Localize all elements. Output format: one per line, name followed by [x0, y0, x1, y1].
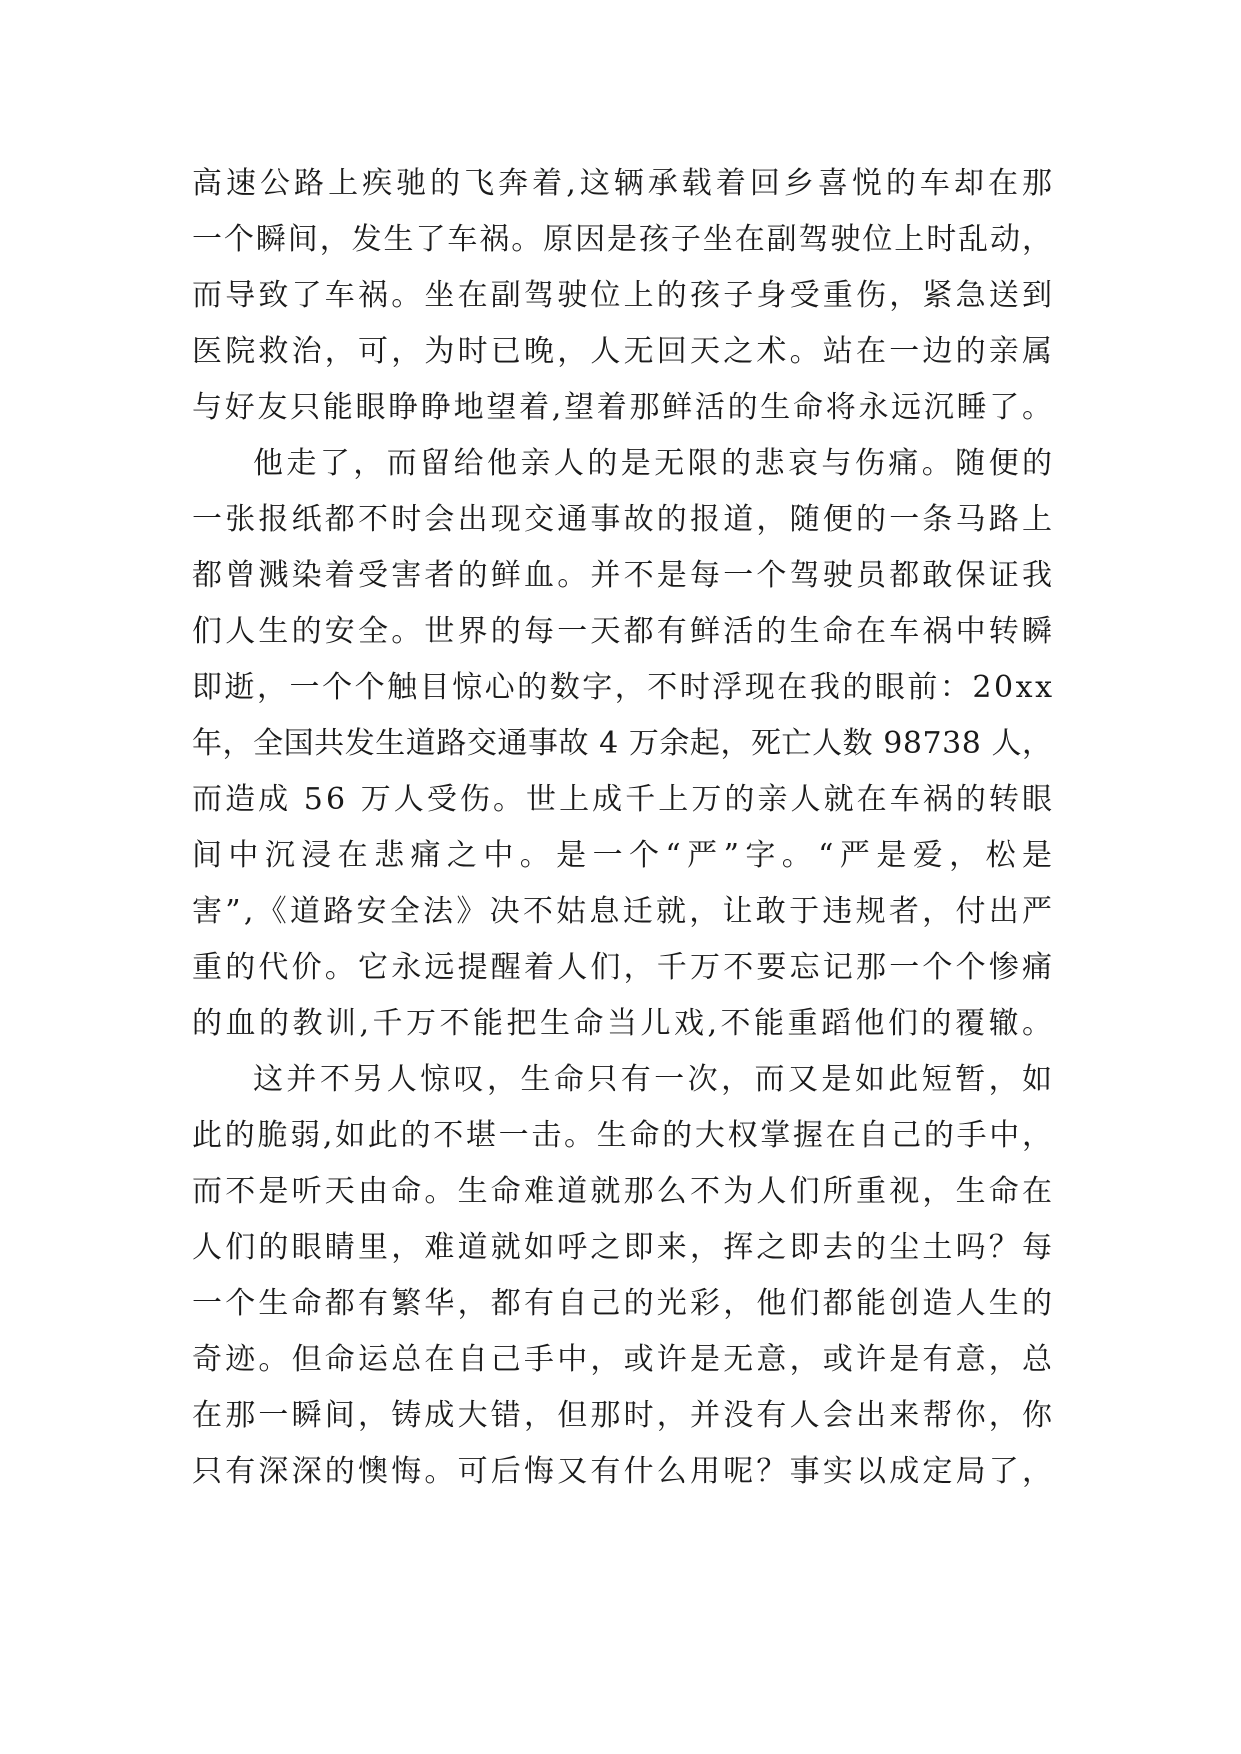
text-line: 人们的眼睛里，难道就如呼之即来，挥之即去的尘土吗？每: [192, 1230, 1056, 1265]
text-line: 与好友只能眼睁睁地望着,望着那鲜活的生命将永远沉睡了。: [192, 390, 1055, 425]
text-line: 的血的教训,千万不能把生命当儿戏,不能重蹈他们的覆辙。: [192, 1006, 1056, 1041]
text-line: 高速公路上疾驰的飞奔着,这辆承载着回乡喜悦的车却在那: [192, 166, 1057, 201]
text-line: 重的代价。它永远提醒着人们，千万不要忘记那一个个惨痛: [192, 950, 1056, 985]
text-line: 一张报纸都不时会出现交通事故的报道，随便的一条马路上: [192, 502, 1056, 537]
text-line: 而不是听天由命。生命难道就那么不为人们所重视，生命在: [192, 1174, 1056, 1209]
text-line: 害”,《道路安全法》决不姑息迁就，让敢于违规者，付出严: [192, 894, 1056, 929]
text-line: 间中沉浸在悲痛之中。是一个“严”字。“严是爱，松是: [192, 838, 1059, 873]
text-line: 他走了，而留给他亲人的是无限的悲哀与伤痛。随便的: [253, 446, 1056, 481]
text-line: 都曾溅染着受害者的鲜血。并不是每一个驾驶员都敢保证我: [192, 558, 1056, 593]
text-line: 年，全国共发生道路交通事故 4 万余起，死亡人数 98738 人，: [192, 726, 1053, 761]
text-line: 而造成 56 万人受伤。世上成千上万的亲人就在车祸的转眼: [192, 782, 1056, 817]
text-line: 们人生的安全。世界的每一天都有鲜活的生命在车祸中转瞬: [192, 614, 1056, 649]
text-line: 此的脆弱,如此的不堪一击。生命的大权掌握在自己的手中，: [192, 1118, 1055, 1153]
body-text: [192, 156, 1059, 1500]
text-line: 一个生命都有繁华，都有自己的光彩，他们都能创造人生的: [192, 1286, 1056, 1321]
text-line: 奇迹。但命运总在自己手中，或许是无意，或许是有意，总: [192, 1342, 1056, 1377]
text-line: 一个瞬间，发生了车祸。原因是孩子坐在副驾驶位上时乱动，: [192, 222, 1054, 257]
text-line: 而导致了车祸。坐在副驾驶位上的孩子身受重伤，紧急送到: [192, 278, 1056, 313]
text-line: 即逝，一个个触目惊心的数字，不时浮现在我的眼前：20xx: [192, 670, 1055, 705]
text-line: 只有深深的懊悔。可后悔又有什么用呢？事实以成定局了，: [192, 1454, 1056, 1489]
text-line: 医院救治，可，为时已晚，人无回天之术。站在一边的亲属: [192, 334, 1056, 369]
text-line: 这并不另人惊叹，生命只有一次，而又是如此短暂，如: [253, 1062, 1056, 1097]
text-line: 在那一瞬间，铸成大错，但那时，并没有人会出来帮你，你: [192, 1398, 1056, 1433]
